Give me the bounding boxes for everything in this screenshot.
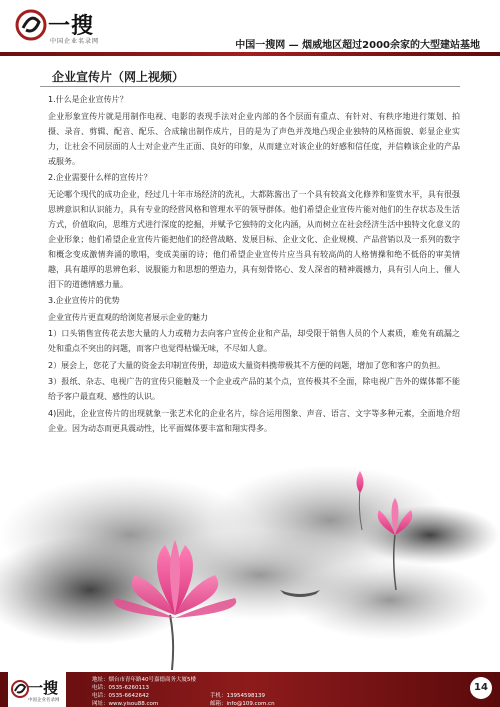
question-heading-3: 3.企业宣传片的优势	[48, 296, 120, 305]
logo-text: 一搜	[48, 13, 95, 39]
advantage-item-2: 2）展会上，您花了大量的资金去印制宣传册，却造成大量资料携带极其不方便的问题，增加了您和客户的负担。	[48, 360, 446, 370]
lotus-ink-painting	[0, 440, 500, 670]
paragraph-definition: 企业形象宣传片就是用制作电视、电影的表现手法对企业内部的各个层面有重点、有针对、有秩序地进行策划、拍摄、录音、剪辑、配音、配乐、合成输出制作成片，目的是为了声色并茂地凸现企业独特的风格面貌、彰显企业实力，让社会不同层面的人士对企业产生正面、良好的印象，从而建立对该企业的好感和信任度，并信赖该企业的产品或服务。	[48, 111, 460, 166]
advantage-item-4: 4)因此，企业宣传片的出现就象一张艺术化的企业名片，综合运用图象、声音、语言、文字等多种元素，全面地介绍企业。因为动态而更具震动性，比平面媒体要丰富和翔实得多。	[48, 408, 460, 433]
question-heading-2: 2.企业需要什么样的宣传片？	[48, 173, 152, 182]
footer-logo	[8, 672, 66, 707]
header-title: 中国一搜网 — 烟威地区超过2000余家的大型建站基地	[235, 40, 480, 51]
footer-phone-2: 电话：0535-6642642	[92, 693, 149, 699]
page-number: 14	[470, 677, 492, 699]
footer-phone-1: 电话：0535-6260113	[92, 685, 149, 691]
footer-address: 地址：烟台市青年路40号嘉德商务大厦5楼	[92, 677, 196, 683]
logo	[12, 6, 112, 46]
logo-subtitle: 中国企业名录网	[50, 38, 100, 45]
question-heading-1: 1.什么是企业宣传片？	[48, 95, 128, 104]
advantage-item-3: 3）报纸、杂志、电视广告的宣传只能触及一个企业或产品的某个点，宣传极其不全面，除电视广告外的媒体都不能给予客户最直观、感性的认识。	[48, 377, 460, 401]
paragraph-advantage-intro: 企业宣传片更直观的给浏览者展示企业的魅力	[48, 312, 208, 322]
section-divider	[40, 86, 460, 87]
footer-website[interactable]: 网址：www.yisou88.com	[92, 701, 159, 707]
footer-email[interactable]: 邮箱：info@109.com.cn	[210, 701, 275, 707]
page-header	[0, 0, 500, 50]
section-title: 企业宣传片（网上视频）	[52, 70, 185, 84]
footer-logo-swirl-icon	[10, 679, 30, 699]
advantage-item-1: 1）口头销售宣传花去您大量的人力或精力去向客户宣传企业和产品，却受限于销售人员的个人素质，难免有疏漏之处和重点不突出的问题，而客户也觉得枯燥无味，不尽如人意。	[48, 329, 460, 353]
logo-swirl-icon	[14, 8, 48, 42]
article-body	[40, 92, 460, 437]
footer-logo-text: 一搜	[28, 679, 59, 697]
footer-mobile: 手机：13954598139	[210, 693, 265, 699]
paragraph-needs: 无论哪个现代的成功企业，经过几十年市场经济的洗礼，大都陈酱出了一个具有较高文化修养和鉴赏水平，具有很强思辨意识和认识能力，具有专业的经营风格和管理水平的领导群体。他们希望企业宣传片能对他们的生存状态及生活方式，价值取向，思维方式进行深度的挖掘，并赋予它独特的文化内涵，从而树立在社会经济生活中独特文化意义的企业形象；他们希望企业宣传片能把他们的经营战略、发展目标、企业文化、企业规模、产品营销以及一系列的数字和概念变成激情奔涌的歌唱，变成美丽的诗；他们希望企业宣传片应当具有较高尚的人格情操和绝不低俗的审美情趣，具有雄厚的思辨色彩、说服能力和思想的塑造力，具有刻骨铭心、发人深省的精神震撼力，具有引人向上、催人泪下的道德情感力量。	[48, 189, 460, 289]
header-bar	[0, 52, 500, 56]
footer-logo-subtitle: 中国企业名录网	[28, 698, 60, 703]
